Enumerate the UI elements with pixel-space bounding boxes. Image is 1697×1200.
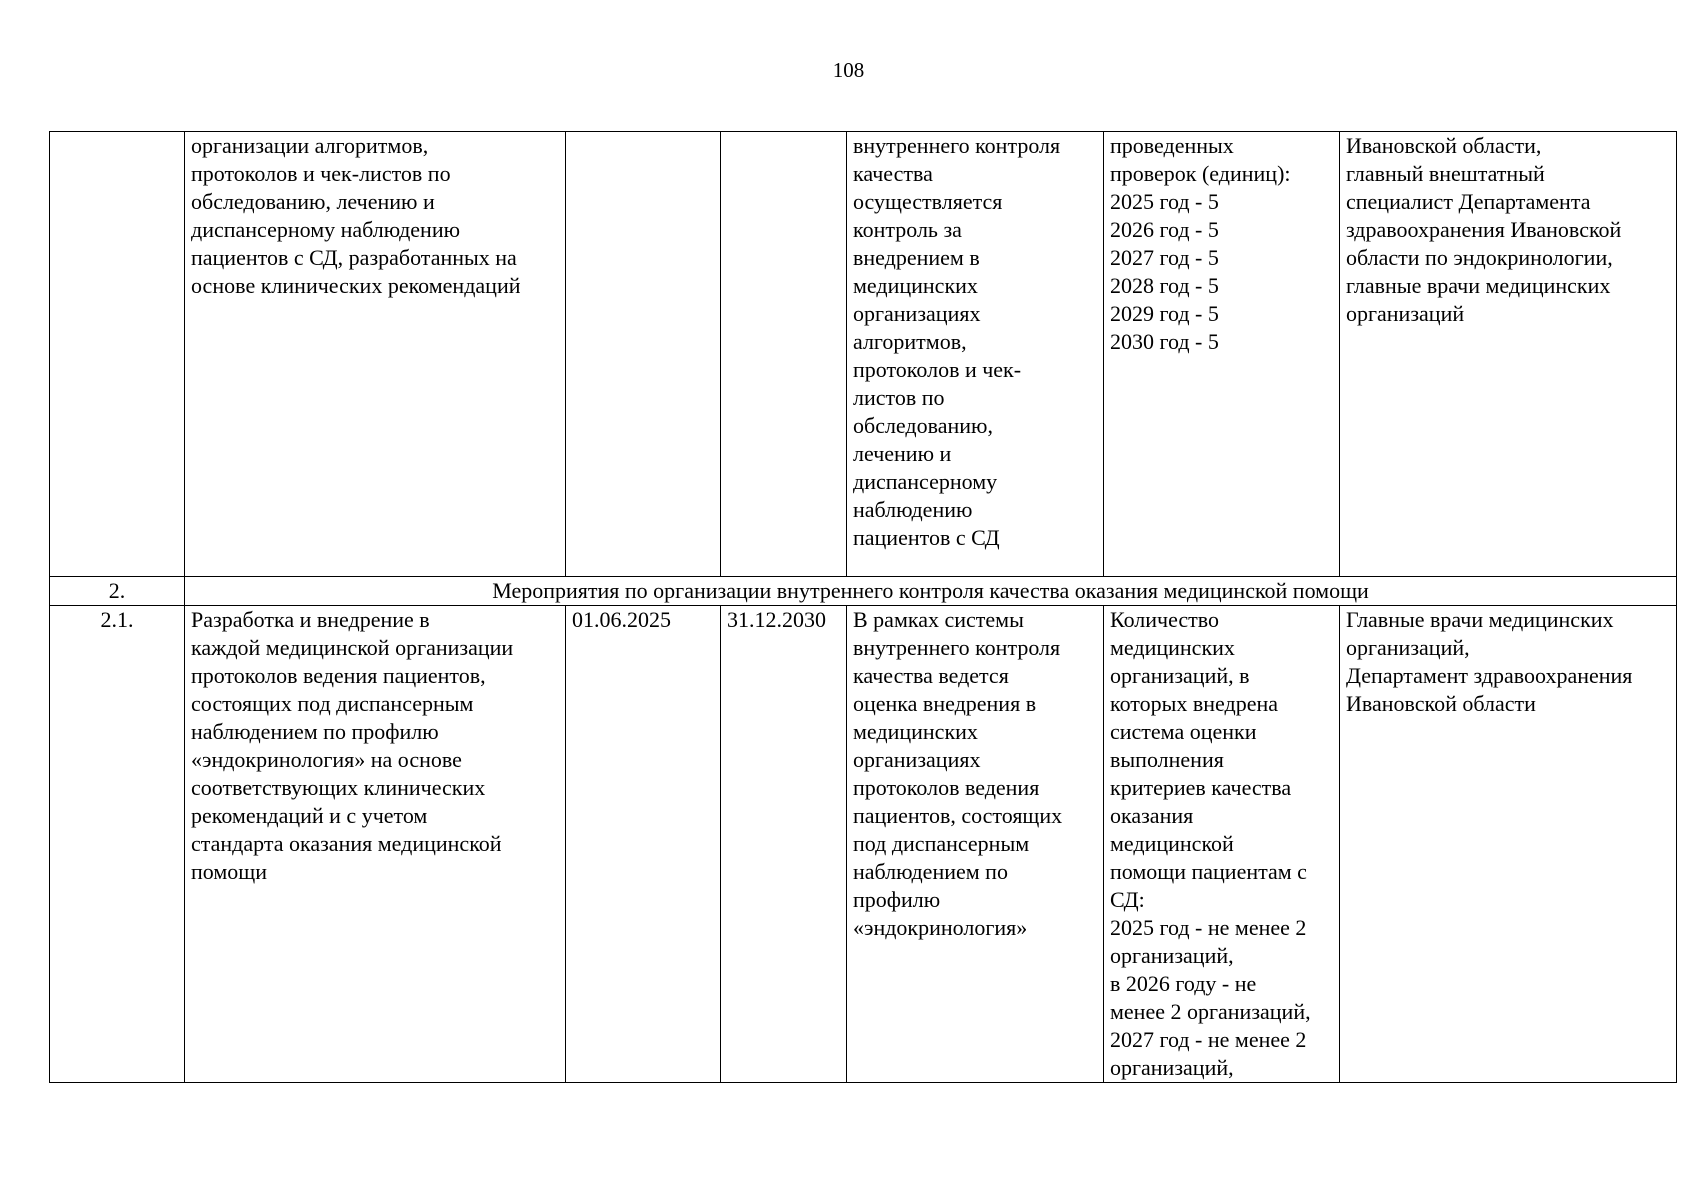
activity-cell — [185, 606, 566, 1083]
end-date: 31.12.2030 — [727, 607, 826, 632]
row-number: 2.1. — [100, 607, 134, 632]
responsible-text: Ивановской области, главный внештатный специалист Департамента здравоохранения Ивановской области по эндокринологии, главные врачи медицинских организаций — [1346, 133, 1622, 326]
description-cell — [847, 606, 1104, 1083]
page-number: 108 — [832, 58, 865, 82]
row-number-cell — [50, 132, 185, 577]
indicator-text: проведенных проверок (единиц): 2025 год - 5 2026 год - 5 2027 год - 5 2028 год - 5 2029 год - 5 2030 год - 5 — [1110, 133, 1291, 354]
indicator-cell — [1104, 132, 1340, 577]
row-number-cell — [50, 606, 185, 1083]
section-title-cell — [185, 577, 1677, 606]
start-date-cell — [566, 132, 721, 577]
responsible-cell — [1340, 606, 1677, 1083]
section-row — [50, 577, 1677, 606]
table-row — [50, 132, 1677, 577]
indicator-text: Количество медицинских организаций, в которых внедрена система оценки выполнения критериев качества оказания медицинской помощи пациентам с СД: 2025 год - не менее 2 организаций, в 2026 году - не менее 2 организаций, 2027 год - не менее 2 организаций, — [1110, 607, 1311, 1080]
activity-text: Разработка и внедрение в каждой медицинской организации протоколов ведения пациентов, состоящих под диспансерным наблюдением по профилю «эндокринология» на основе соответствующих клинических рекомендаций и с учетом стандарта оказания медицинской помощи — [191, 607, 514, 884]
start-date: 01.06.2025 — [572, 607, 671, 632]
responsible-cell — [1340, 132, 1677, 577]
plan-table — [49, 131, 1677, 1083]
section-title: Мероприятия по организации внутреннего контроля качества оказания медицинской помощи — [492, 578, 1369, 603]
table-row — [50, 606, 1677, 1083]
row-number-cell — [50, 577, 185, 606]
description-cell — [847, 132, 1104, 577]
end-date-cell — [721, 132, 847, 577]
description-text: В рамках системы внутреннего контроля качества ведется оценка внедрения в медицинских организациях протоколов ведения пациентов, состоящих под диспансерным наблюдением по профилю «эндокринология» — [853, 607, 1063, 940]
row-number: 2. — [108, 578, 126, 603]
end-date-cell — [721, 606, 847, 1083]
indicator-cell — [1104, 606, 1340, 1083]
responsible-text: Главные врачи медицинских организаций, Департамент здравоохранения Ивановской области — [1346, 607, 1633, 716]
description-text: внутреннего контроля качества осуществляется контроль за внедрением в медицинских организациях алгоритмов, протоколов и чек- листов по обследованию, лечению и диспансерному наблюдению пациентов с СД — [853, 133, 1061, 550]
activity-cell — [185, 132, 566, 577]
start-date-cell — [566, 606, 721, 1083]
activity-text: организации алгоритмов, протоколов и чек-листов по обследованию, лечению и диспансерному наблюдению пациентов с СД, разработанных на основe клинических рекомендаций — [191, 133, 521, 298]
